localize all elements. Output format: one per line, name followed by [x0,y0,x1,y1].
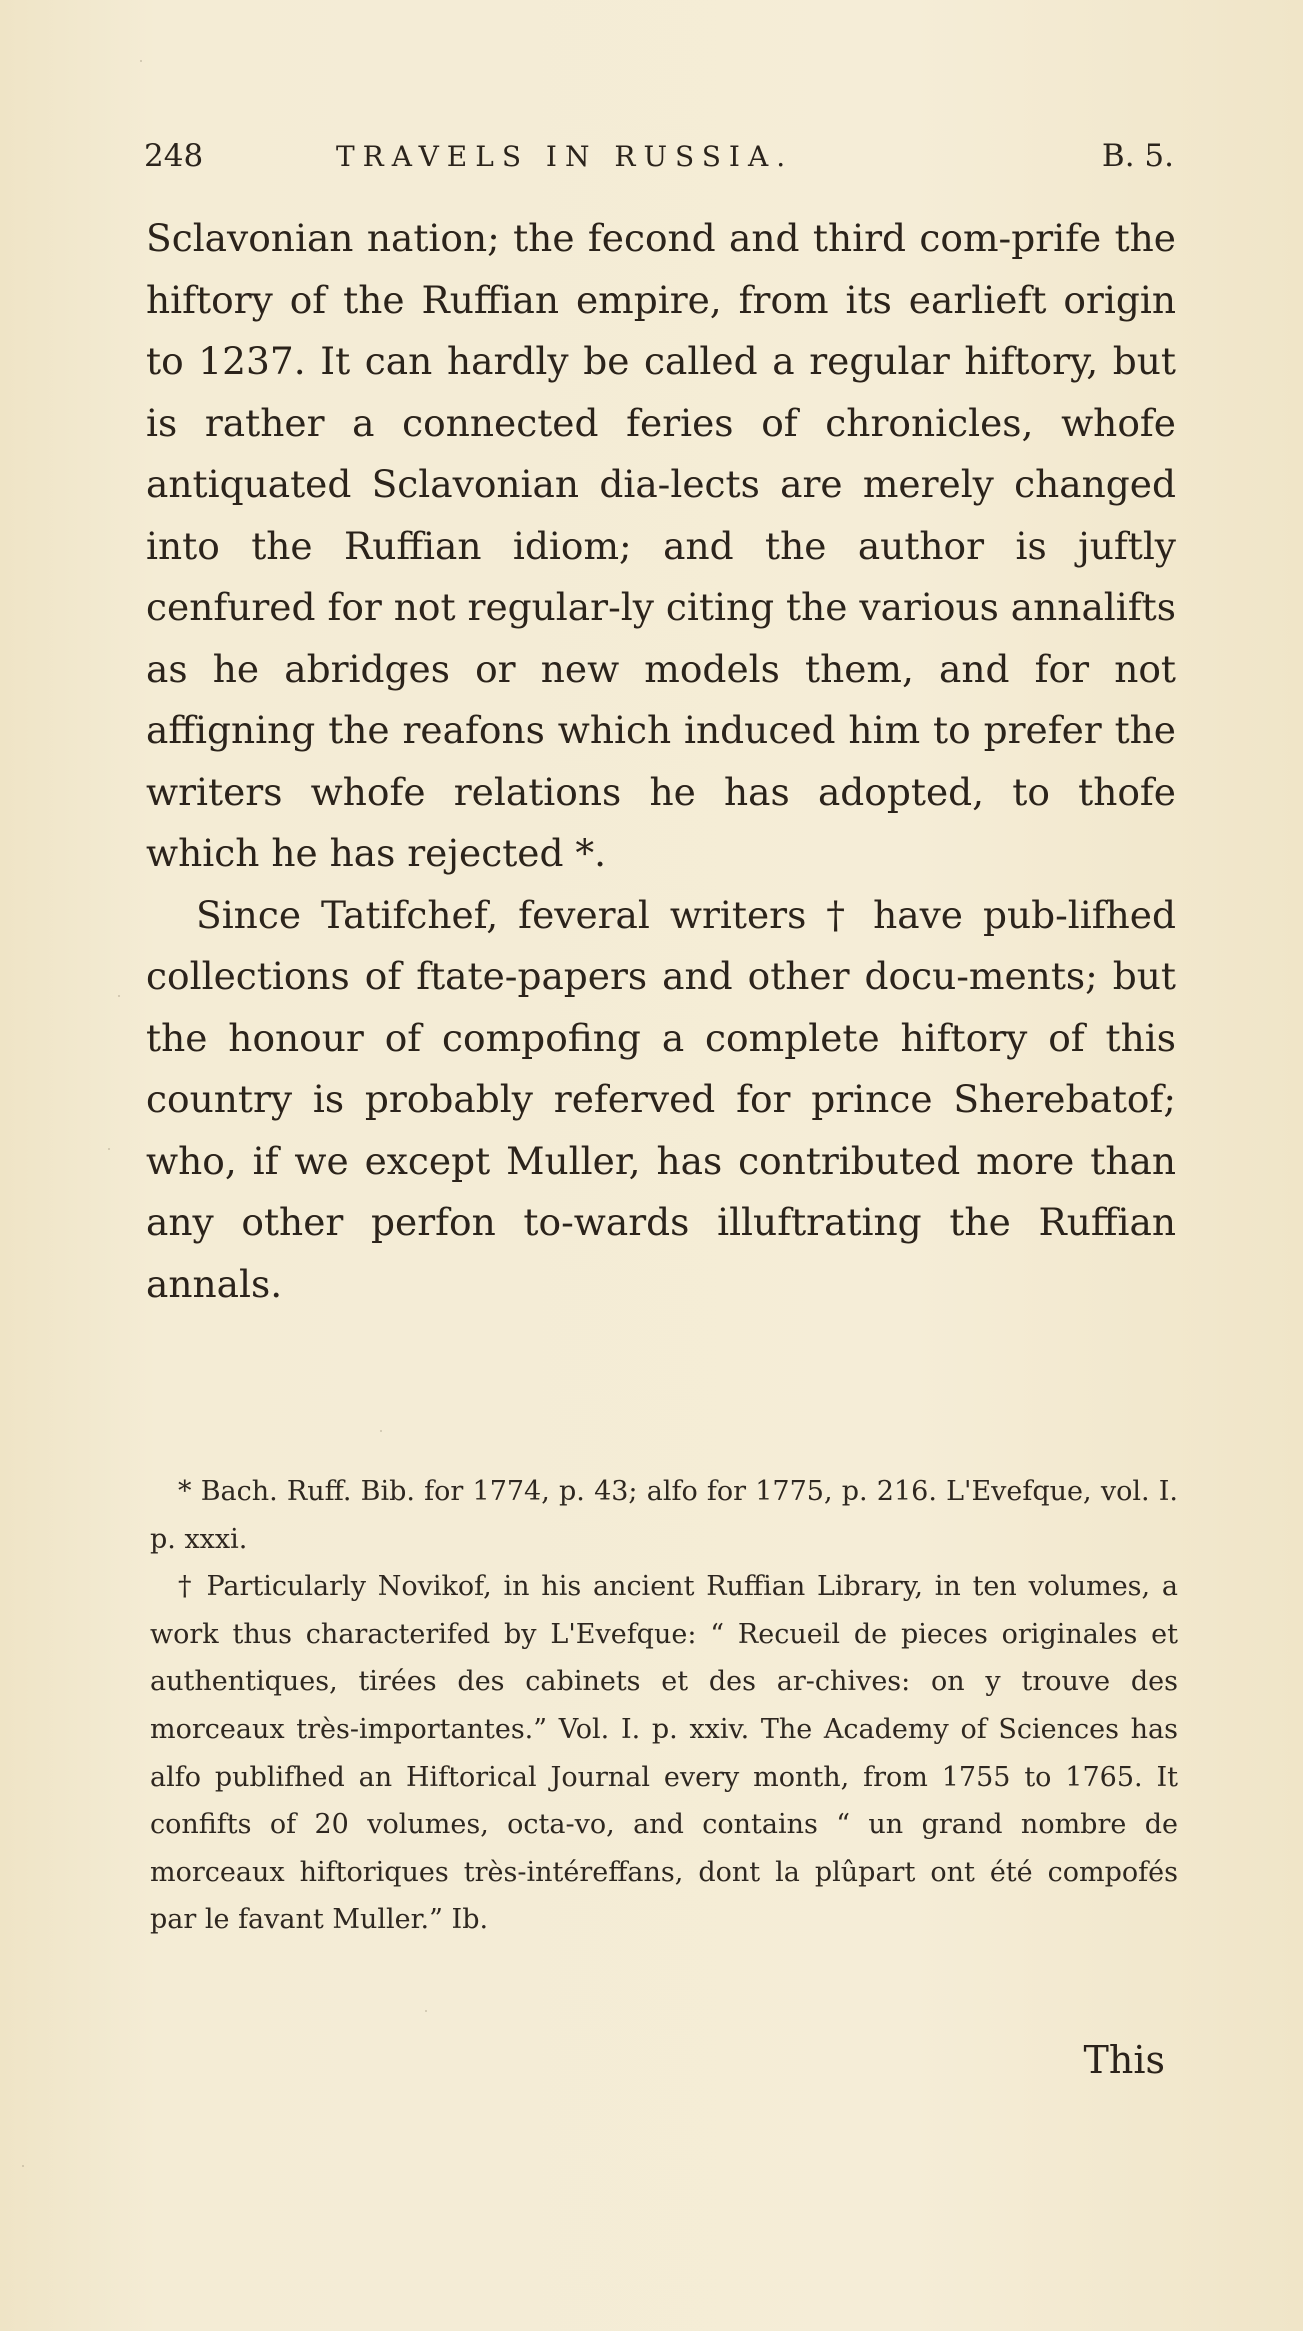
paragraph: Since Tatifchef, feveral writers † have pub-lifhed collections of ftate-papers and other docu-ments; but the honour of compofing a complete hiftory of this country is probably referved for prince Sherebatof; who, if we except Muller, has contributed more than any other perfon to-wards illuftrating the Ruffian annals. [146,892,1176,1306]
main-text [146,208,1176,1315]
paper-speck [140,60,142,62]
page-number: 248 [144,138,204,174]
paper-speck [425,2010,427,2012]
paragraph-continued: Sclavonian nation; the fecond and third com-prife the hiftory of the Ruffian empire, from its earlieft origin to 1237. It can hardly be called a regular hiftory, but is rather a connected feries of chronicles, whofe antiquated Sclavonian dia-lects are merely changed into the Ruffian idiom; and the author is juftly cenfured for not regular-ly citing the various annalifts as he abridges or new models them, and for not affigning the reafons which induced him to prefer the writers whofe relations he has adopted, to thofe which he has rejected *. [146,216,1176,875]
running-head [144,138,1174,178]
catchword: This [1083,2038,1165,2082]
section-marker: B. 5. [1101,138,1174,174]
paper-speck [22,2165,24,2167]
footnote-asterisk: * Bach. Ruff. Bib. for 1774, p. 43; alfo for 1775, p. 216. L'Evefque, vol. I. p. xxxi. [150,1476,1178,1555]
footnote-dagger: † Particularly Novikof, in his ancient Ruffian Library, in ten volumes, a work thus characterifed by L'Evefque: “ Recueil de pieces originales et authentiques, tirées des cabinets et des ar-chives: on y trouve des morceaux très-importantes.” Vol. I. p. xxiv. The Academy of Sciences has alfo publifhed an Hiftorical Journal every month, from 1755 to 1765. It confifts of 20 volumes, octa-vo, and contains “ un grand nombre de morceaux hiftoriques très-intéreffans, dont la plûpart ont été compofés par le favant Muller.” Ib. [150,1571,1178,1936]
footnotes [150,1468,1178,1944]
paper-speck [118,995,120,997]
paper-speck [108,1148,110,1150]
running-title: TRAVELS IN RUSSIA. [336,140,794,173]
paper-speck [380,1430,382,1432]
